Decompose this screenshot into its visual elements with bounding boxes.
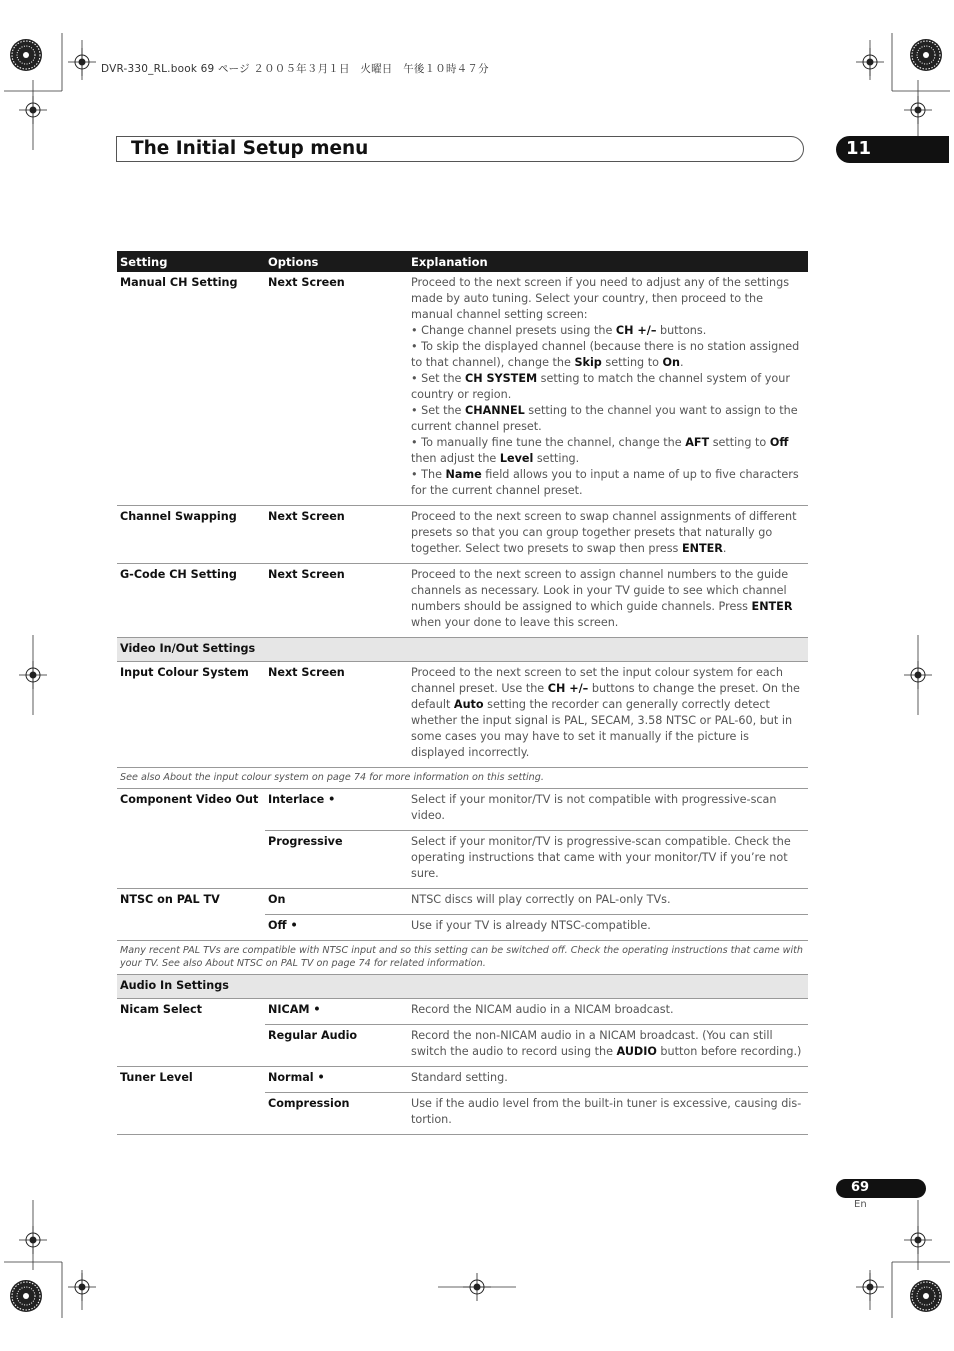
option-explanation: Use if your TV is already NTSC-compatible. — [408, 915, 808, 941]
table-body — [117, 272, 808, 1135]
option-name: Normal • — [265, 1067, 408, 1093]
header-explanation: Explanation — [408, 251, 808, 272]
option-name: On — [265, 889, 408, 915]
option-name: Progressive — [265, 831, 408, 889]
option-explanation: Use if the audio level from the built-in tuner is excessive, causing dis-tortion. — [408, 1093, 808, 1135]
option-explanation: Proceed to the next screen to set the input colour system for each channel preset. Use the CH +/– buttons to change the preset. On the default Auto setting the recorder can generally correctly detect whether the input signal is PAL, SECAM, 3.58 NTSC or PAL-60, but in some cases you may have to set it manually if the picture is displayed incorrectly. — [408, 662, 808, 768]
option-name: Next Screen — [265, 272, 408, 506]
table-row — [117, 272, 808, 506]
header-options: Options — [265, 251, 408, 272]
option-name: Off • — [265, 915, 408, 941]
section-row — [117, 638, 808, 662]
table-row — [117, 1067, 808, 1093]
option-explanation: Select if your monitor/TV is not compatible with progressive-scan video. — [408, 789, 808, 831]
option-name: Next Screen — [265, 662, 408, 768]
section-label: Audio In Settings — [117, 975, 808, 999]
option-name: Compression — [265, 1093, 408, 1135]
note-row — [117, 768, 808, 789]
table-row — [117, 789, 808, 831]
language-code: En — [854, 1199, 867, 1210]
note-text: Many recent PAL TVs are compatible with NTSC input and so this setting can be switched off. Check the operating instructions that came with your TV. See also About NTSC on PAL TV on page 74 for related information. — [117, 941, 808, 975]
page-number-badge — [836, 1179, 926, 1198]
option-explanation: Proceed to the next screen to swap channel assignments of different presets so that you can group together presets that naturally go together. Select two presets to swap then press ENTER. — [408, 506, 808, 564]
option-name: NICAM • — [265, 999, 408, 1025]
setting-name: Tuner Level — [117, 1067, 265, 1135]
option-explanation: NTSC discs will play correctly on PAL-only TVs. — [408, 889, 808, 915]
note-text: See also About the input colour system on page 74 for more information on this setting. — [117, 768, 808, 789]
setting-name: Manual CH Setting — [117, 272, 265, 506]
option-name: Regular Audio — [265, 1025, 408, 1067]
page-title: The Initial Setup menu — [131, 138, 369, 159]
option-name: Interlace • — [265, 789, 408, 831]
page-title-bar — [116, 136, 804, 162]
note-row — [117, 941, 808, 975]
chapter-tab — [836, 136, 949, 163]
table-header-row — [117, 251, 808, 272]
table-row — [117, 999, 808, 1025]
settings-table — [117, 251, 808, 1135]
setting-name: Component Video Out — [117, 789, 265, 889]
table-row — [117, 506, 808, 564]
option-explanation: Select if your monitor/TV is progressive-scan compatible. Check the operating instructions that came with your monitor/TV if you’re not sure. — [408, 831, 808, 889]
setting-name: Nicam Select — [117, 999, 265, 1067]
option-name: Next Screen — [265, 506, 408, 564]
chapter-number: 11 — [846, 138, 872, 159]
table-row — [117, 662, 808, 768]
setting-name: G-Code CH Setting — [117, 564, 265, 638]
option-explanation: Record the NICAM audio in a NICAM broadcast. — [408, 999, 808, 1025]
option-explanation: Record the non-NICAM audio in a NICAM broadcast. (You can still switch the audio to record using the AUDIO button before recording.) — [408, 1025, 808, 1067]
setting-name: Input Colour System — [117, 662, 265, 768]
table-row — [117, 564, 808, 638]
setting-name: Channel Swapping — [117, 506, 265, 564]
setting-name: NTSC on PAL TV — [117, 889, 265, 941]
section-row — [117, 975, 808, 999]
option-name: Next Screen — [265, 564, 408, 638]
section-label: Video In/Out Settings — [117, 638, 808, 662]
option-explanation: Proceed to the next screen to assign channel numbers to the guide channels as necessary. Look in your TV guide to see which channel numbers should be assigned to which guide channels. Press ENTER when your done to leave this screen. — [408, 564, 808, 638]
option-explanation: Proceed to the next screen if you need to adjust any of the settings made by auto tuning. Select your country, then proceed to the manual channel setting screen: • Change channel presets using the CH +/– buttons. • To skip the displayed channel (because there is no station assigned to that channel), change the Skip setting to On. • Set the CH SYSTEM setting to match the channel system of your country or region. • Set the CHANNEL setting to the channel you want to assign to the current channel preset. • To manually fine tune the channel, change the AFT setting to Off then adjust the Level setting. • The Name field allows you to input a name of up to five characters for the current channel preset. — [408, 272, 808, 506]
option-explanation: Standard setting. — [408, 1067, 808, 1093]
page-number: 69 — [851, 1180, 870, 1195]
table-row — [117, 889, 808, 915]
header-setting: Setting — [117, 251, 265, 272]
file-header: DVR-330_RL.book 69 ページ ２００５年３月１日 火曜日 午後１０時４７分 — [101, 63, 489, 75]
